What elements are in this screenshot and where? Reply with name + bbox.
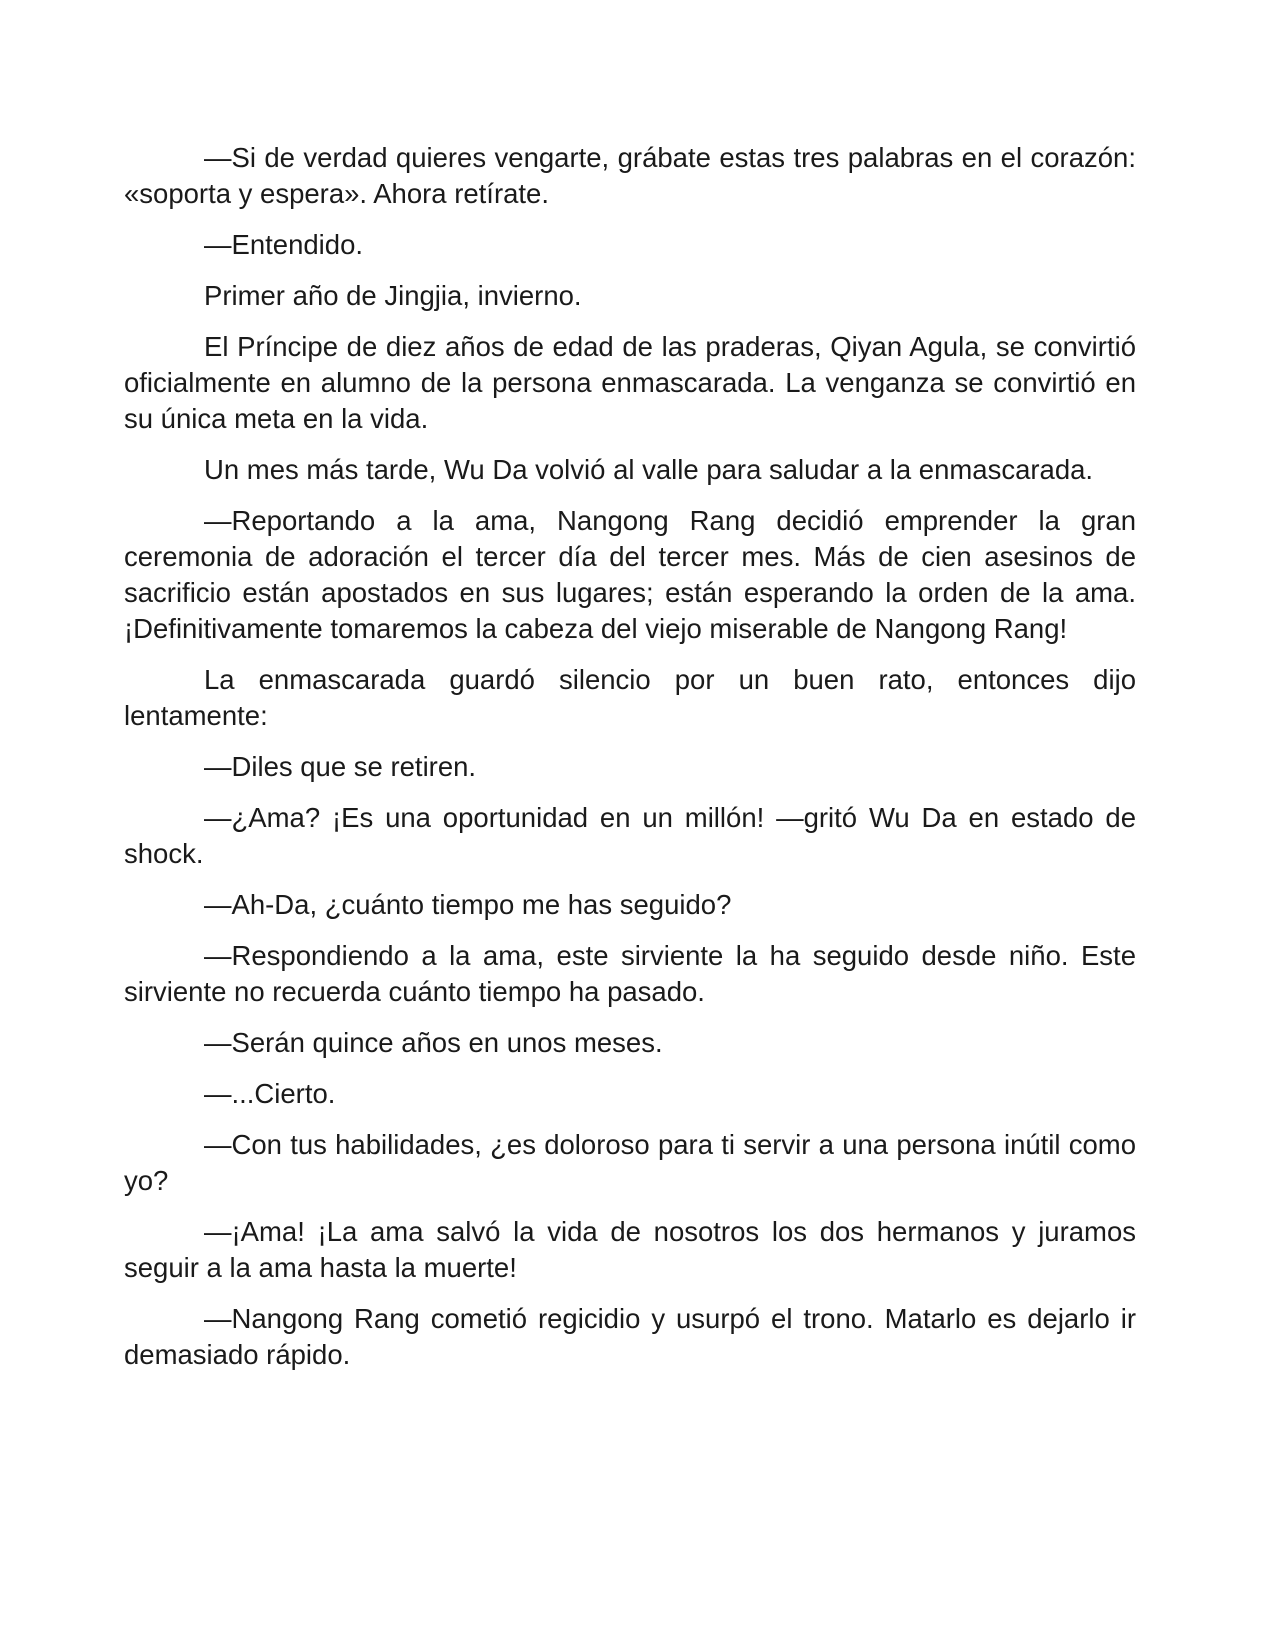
paragraph-12: —Serán quince años en unos meses. [204, 1027, 663, 1058]
paragraph-4: El Príncipe de diez años de edad de las praderas, Qiyan Agula, se convirtió oficialmente en alumno de la persona enmascarada. La venganza se convirtió en su única meta en la vida. [124, 331, 1136, 434]
paragraph-6: —Reportando a la ama, Nangong Rang decidió emprender la gran ceremonia de adoración el tercer día del tercer mes. Más de cien asesinos de sacrificio están apostados en sus lugares; están esperando la orden de la ama. ¡Definitivamente tomaremos la cabeza del viejo miserable de Nangong Rang! [124, 505, 1136, 644]
paragraph-2: —Entendido. [204, 229, 363, 260]
paragraph-9: —¿Ama? ¡Es una oportunidad en un millón! —gritó Wu Da en estado de shock. [124, 802, 1136, 869]
paragraph-7: La enmascarada guardó silencio por un buen rato, entonces dijo lentamente: [124, 664, 1136, 731]
paragraph-15: —¡Ama! ¡La ama salvó la vida de nosotros los dos hermanos y juramos seguir a la ama hasta la muerte! [124, 1216, 1136, 1283]
document-page [124, 140, 1136, 1388]
paragraph-3: Primer año de Jingjia, invierno. [204, 280, 582, 311]
paragraph-13: —...Cierto. [204, 1078, 336, 1109]
paragraph-11: —Respondiendo a la ama, este sirviente la ha seguido desde niño. Este sirviente no recuerda cuánto tiempo ha pasado. [124, 940, 1136, 1007]
paragraph-5: Un mes más tarde, Wu Da volvió al valle para saludar a la enmascarada. [204, 454, 1094, 485]
paragraph-10: —Ah-Da, ¿cuánto tiempo me has seguido? [204, 889, 732, 920]
paragraph-16: —Nangong Rang cometió regicidio y usurpó el trono. Matarlo es dejarlo ir demasiado rápido. [124, 1303, 1136, 1370]
paragraph-14: —Con tus habilidades, ¿es doloroso para ti servir a una persona inútil como yo? [124, 1129, 1136, 1196]
paragraph-8: —Diles que se retiren. [204, 751, 477, 782]
paragraph-1: —Si de verdad quieres vengarte, grábate estas tres palabras en el corazón: «soporta y espera». Ahora retírate. [124, 142, 1136, 209]
